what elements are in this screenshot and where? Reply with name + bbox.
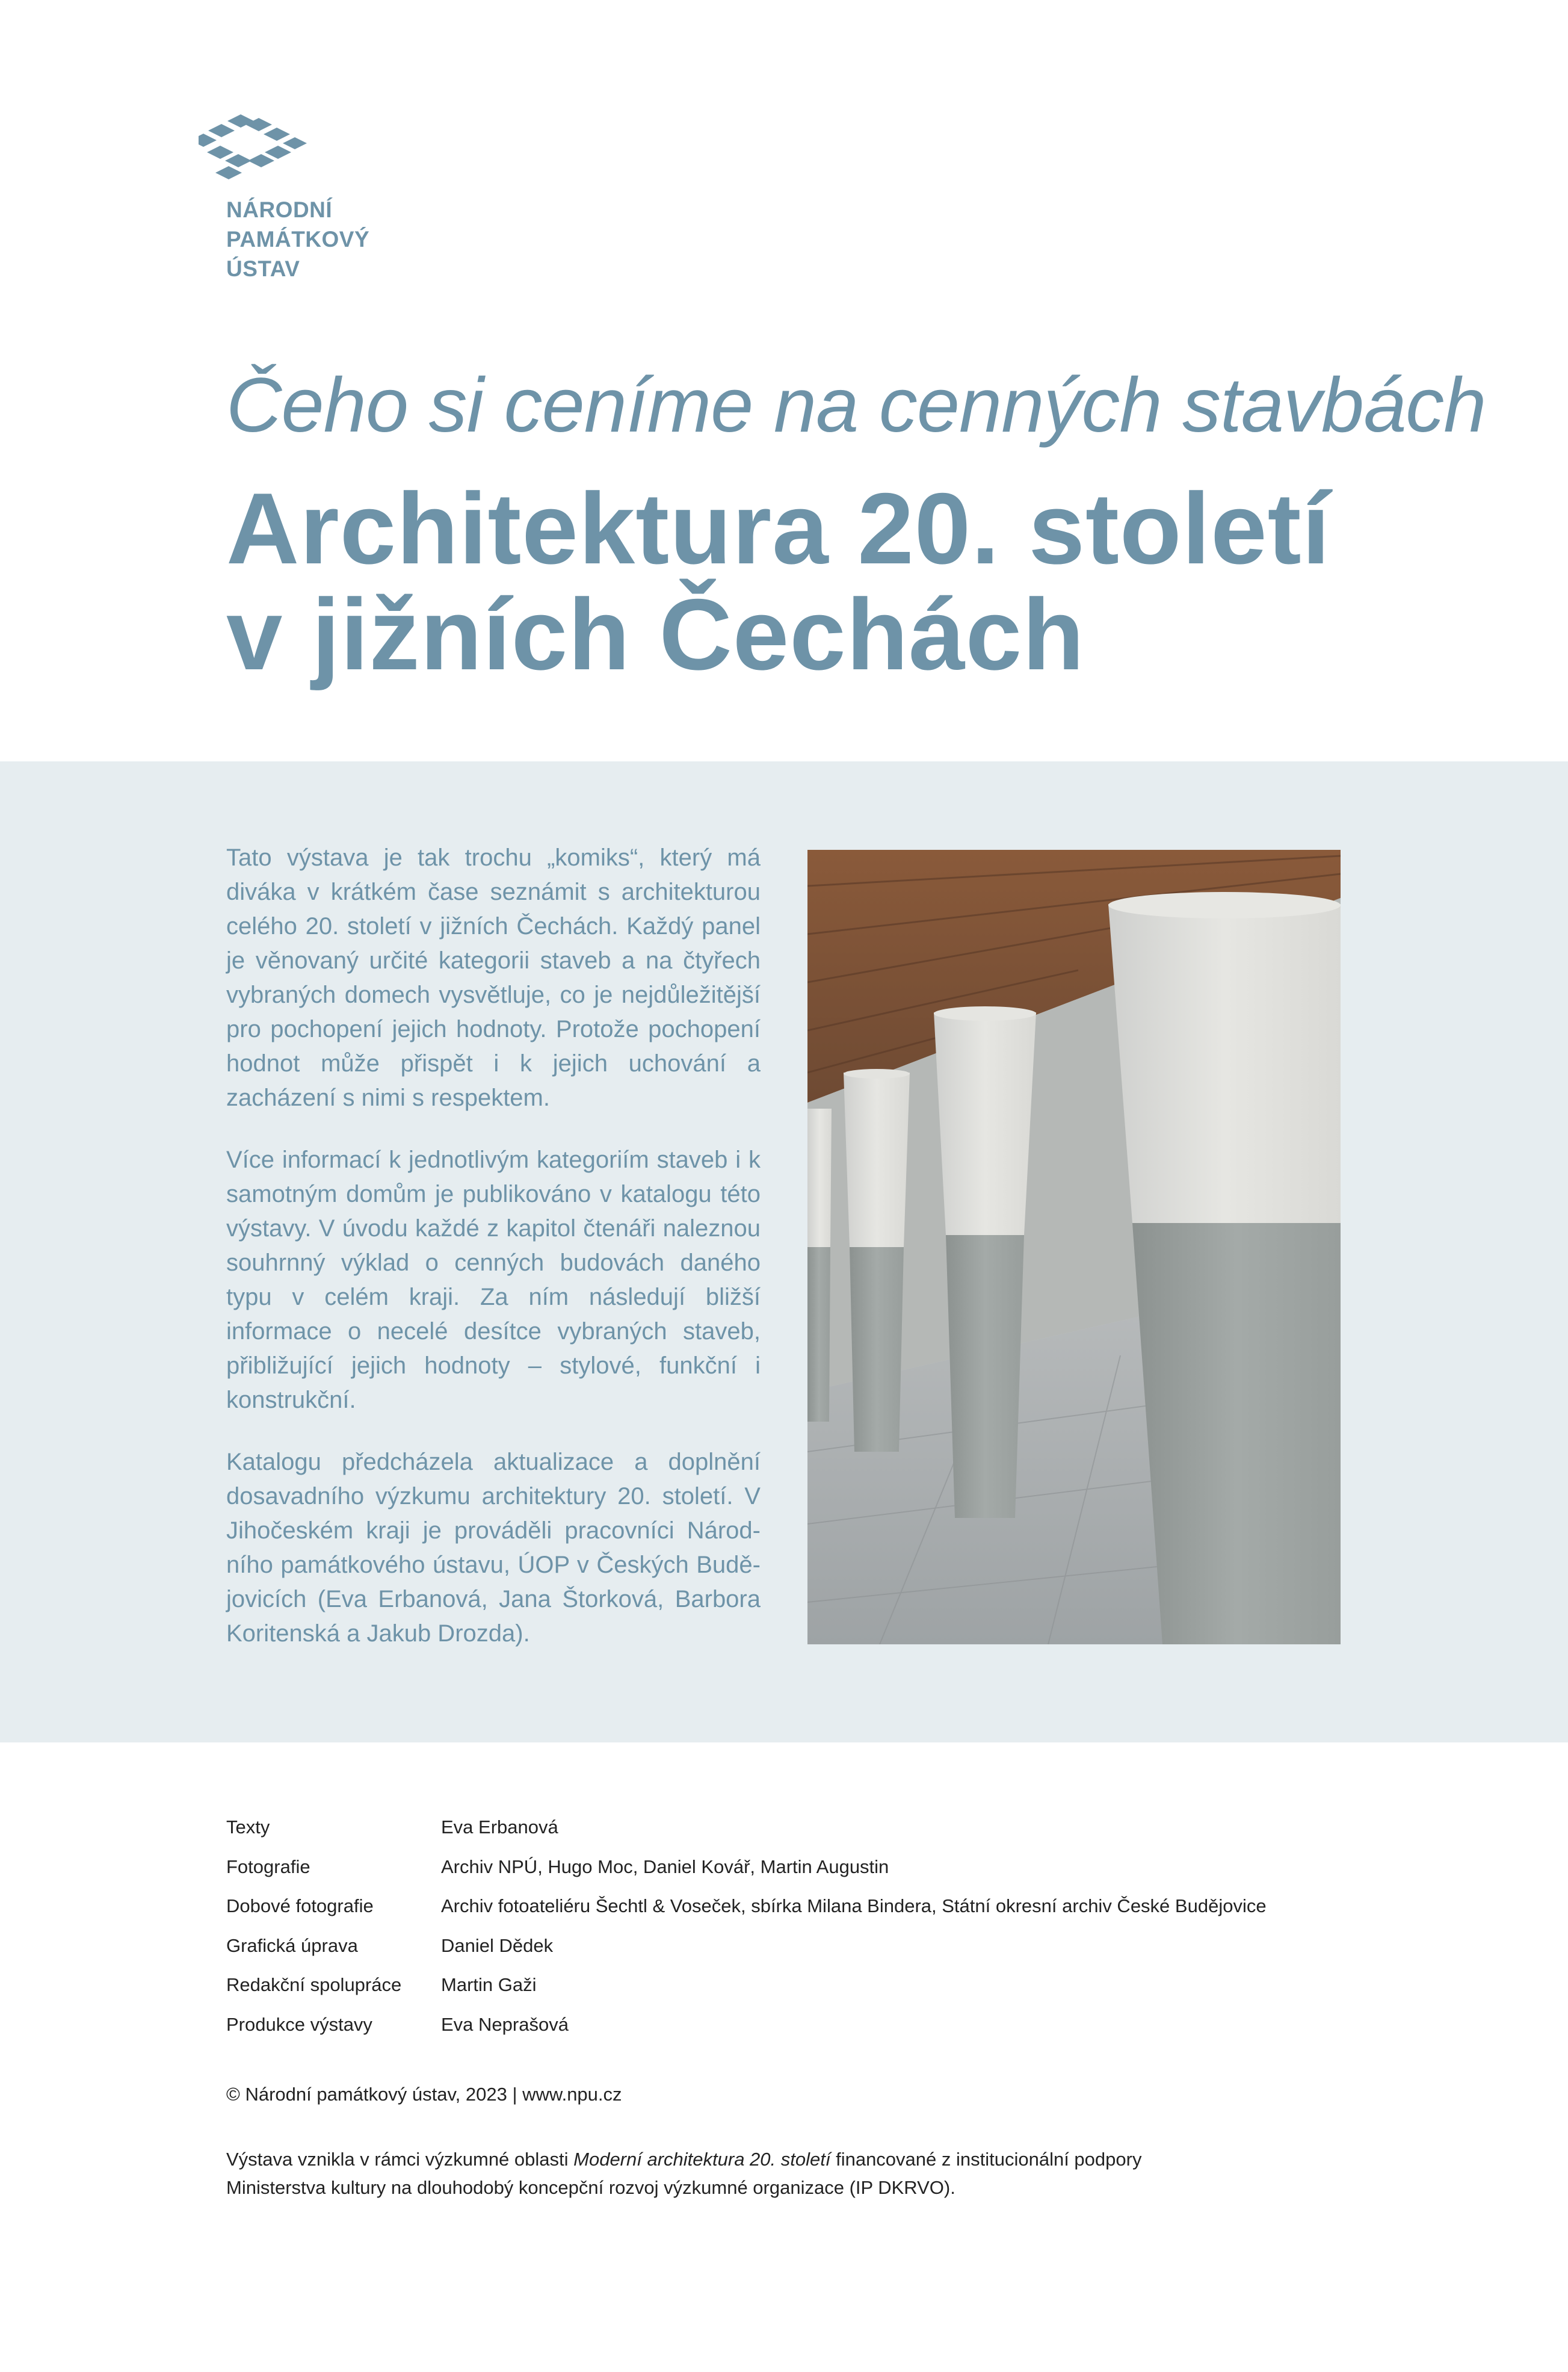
funding-note [226, 2145, 1430, 2202]
credit-label: Redakční spolupráce [226, 1974, 402, 1996]
page-subtitle: Čeho si ceníme na cenných stavbách [226, 362, 1486, 448]
credit-value: Eva Erbanová [441, 1816, 558, 1838]
title-line-1: Architektura 20. století [226, 472, 1331, 585]
credit-label: Produkce výstavy [226, 2013, 372, 2035]
logo-line-2: PAMÁTKOVÝ [226, 227, 370, 252]
funding-prefix: Výstava vznikla v rámci výzkumné oblasti [226, 2149, 574, 2170]
credit-value: Martin Gaži [441, 1974, 537, 1996]
intro-paragraph-1: Tato výstava je tak trochu „komiks“, který má diváka v krátkém čase seznámit s architekturou celého 20. století v jižních Čechách. Každý panel je věnovaný určité kategorii staveb a na čtyřech vybraných domech vysvětluje, co je nejdůležitější pro pochopení jejich hodnoty. Protože pochopení hodnot může přispět i k jejich uchování a zacházení s nimi s respektem. [226, 844, 761, 1111]
credit-value: Archiv fotoateliéru Šechtl & Voseček, sbírka Milana Bindera, Státní okresní archiv České Budějovice [441, 1895, 1267, 1917]
page-title [226, 472, 1331, 691]
intro-paragraph-3: Katalogu předcházela aktualizace a doplnění dosavadního výzkumu architektury 20. století. V Jihočeském kraji je prováděli pracovníci Národního památkového ústavu, ÚOP v Českých Budějovicích (Eva Erbanová, Jana Štorková, Barbora Koritenská a Jakub Drozda). [226, 1449, 761, 1647]
credit-value: Eva Neprašová [441, 2013, 569, 2035]
concrete-columns-image [807, 850, 1341, 1644]
credit-label: Texty [226, 1816, 270, 1838]
title-line-2: v jižních Čechách [226, 578, 1085, 691]
intro-paragraph-2: Více informací k jednotlivým kategoriím staveb i k samotným domům je publikováno v katalogu této výstavy. V úvodu každé z kapitol čtenáři naleznou souhrnný výklad o cenných budovách daného typu v celém kraji. Za ním následují bližší informace o necelé desítce vybraných staveb, přibližující jejich hodnoty – stylové, funkční i konstrukční. [226, 1147, 761, 1413]
intro-text [226, 841, 761, 1679]
credit-label: Grafická úprava [226, 1934, 358, 1956]
funding-suffix: financované z institucionální podpory [830, 2149, 1142, 2170]
logo-line-1: NÁRODNÍ [226, 197, 333, 222]
funding-line-2: Ministerstva kultury na dlouhodobý koncepční rozvoj výzkumné organizace (IP DKRVO). [226, 2177, 955, 2198]
credit-label: Dobové fotografie [226, 1895, 374, 1917]
logo-wordmark [226, 195, 369, 283]
copyright-line: © Národní památkový ústav, 2023 | www.npu.cz [226, 2084, 622, 2105]
logo-line-3: ÚSTAV [226, 256, 300, 281]
funding-program-name: Moderní architektura 20. století [573, 2149, 831, 2170]
credit-label: Fotografie [226, 1856, 310, 1877]
columns-photo [807, 850, 1341, 1644]
credit-value: Daniel Dědek [441, 1934, 554, 1956]
npu-logo-mark [199, 114, 307, 181]
funding-line-1 [226, 2145, 1430, 2173]
credit-value: Archiv NPÚ, Hugo Moc, Daniel Kovář, Martin Augustin [441, 1856, 889, 1877]
logo-diamond-icon [199, 114, 307, 181]
